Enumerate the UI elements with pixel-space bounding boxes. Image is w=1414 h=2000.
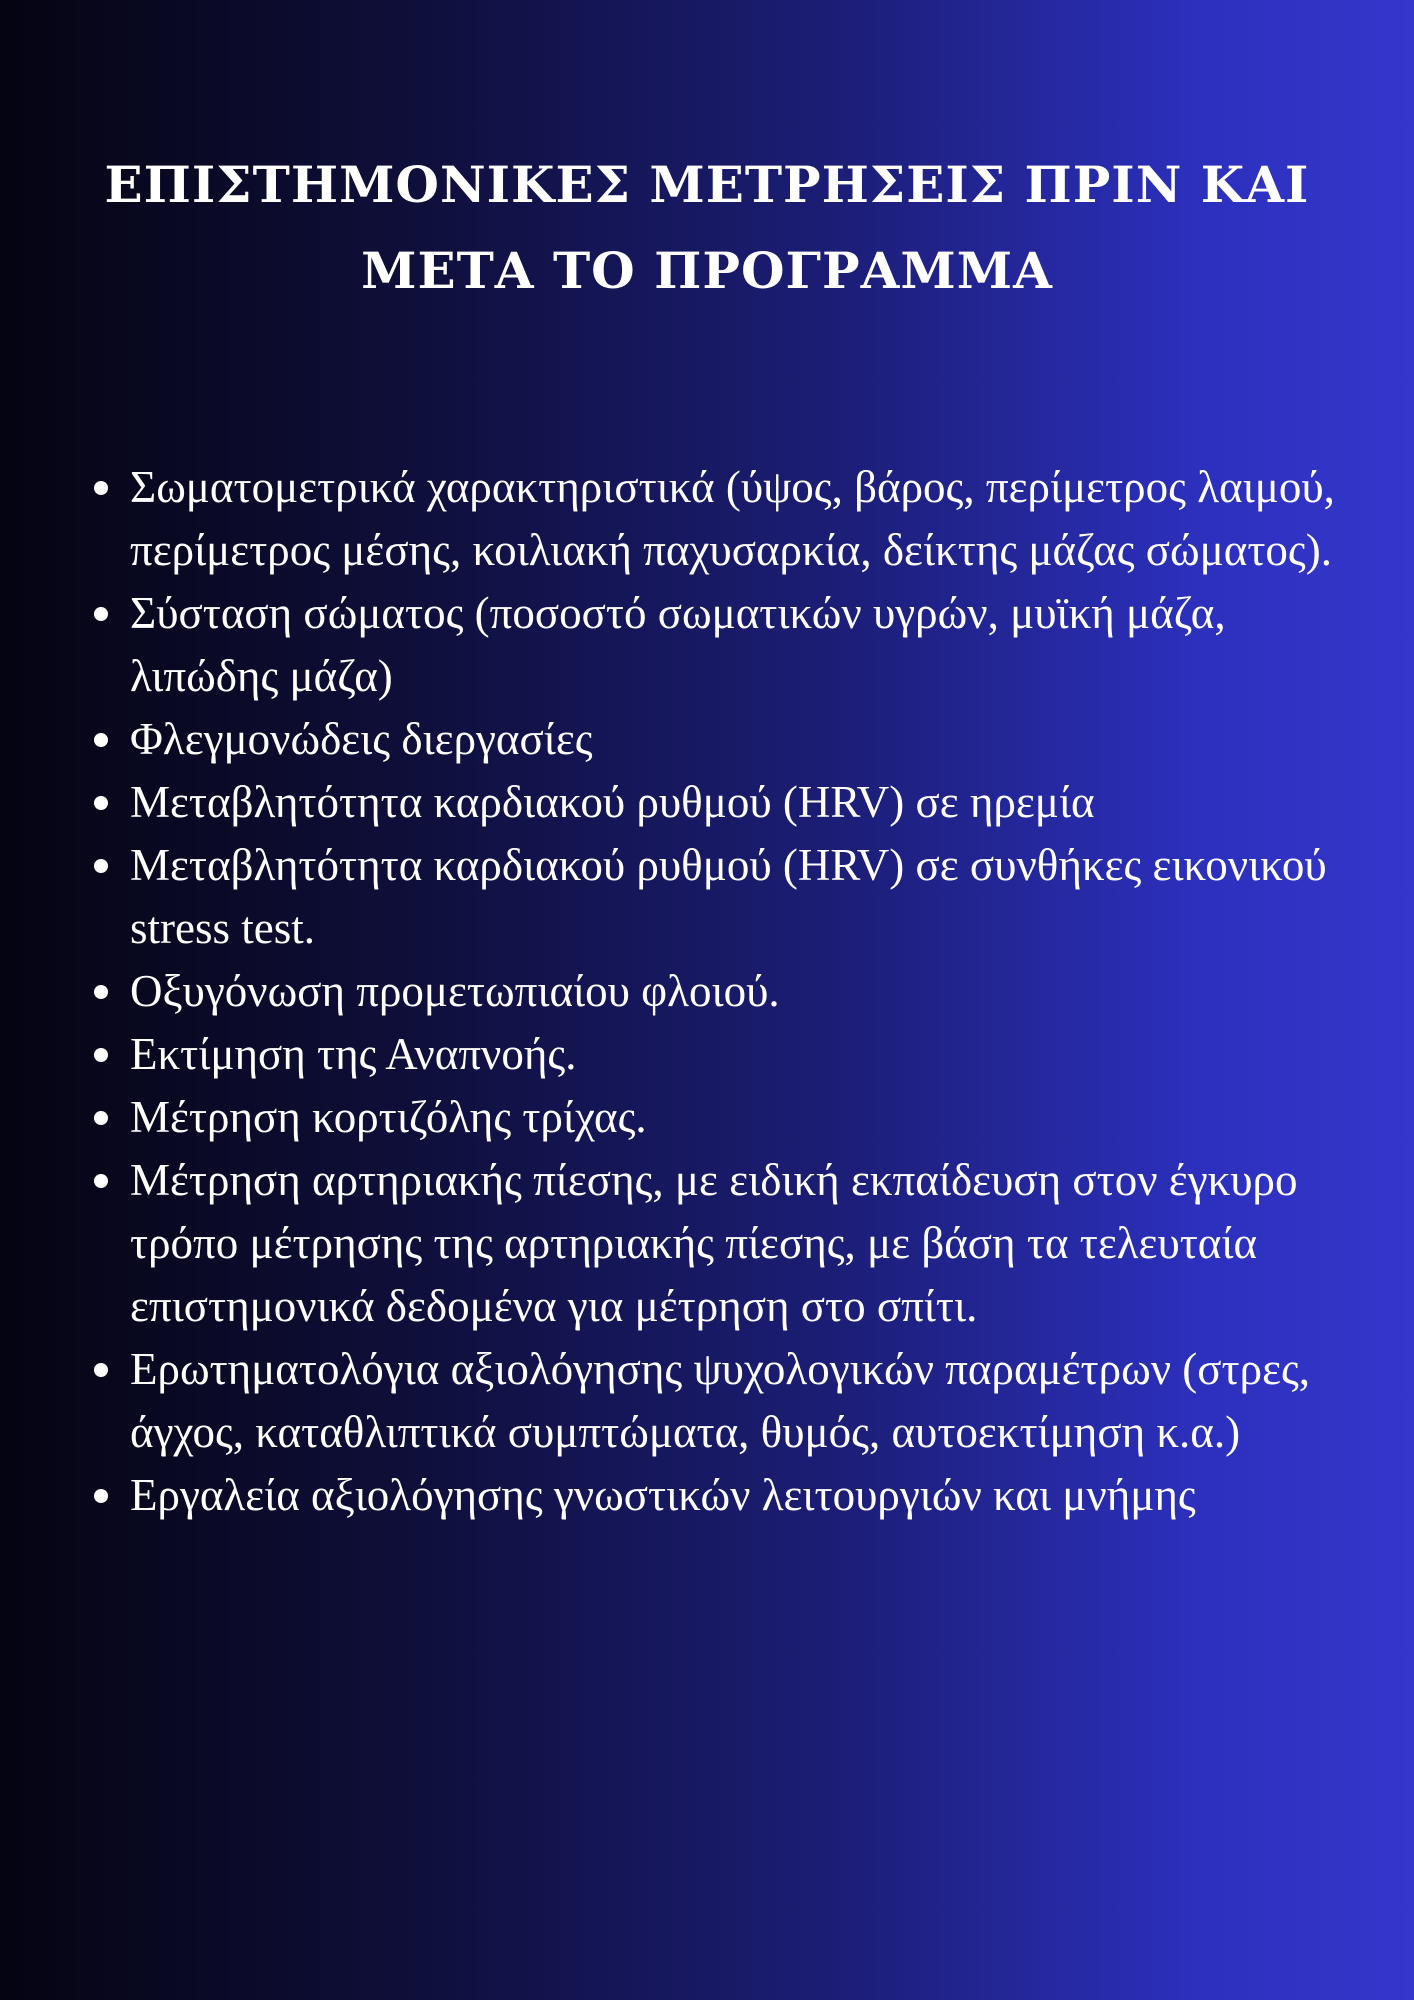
bullet-icon (94, 1363, 108, 1377)
list-item (0, 771, 1414, 834)
list-item (0, 708, 1414, 771)
bullet-icon (94, 1111, 108, 1125)
list-item-text: Φλεγμονώδεις διεργασίες (130, 714, 593, 764)
bullet-icon (94, 1048, 108, 1062)
list-item-text: Σύσταση σώματος (ποσοστό σωματικών υγρών, μυϊκή μάζα, λιπώδης μάζα) (130, 588, 1226, 701)
bullet-icon (94, 733, 108, 747)
title-line-1: ΕΠΙΣΤΗΜΟΝΙΚΕΣ ΜΕΤΡΗΣΕΙΣ ΠΡΙΝ ΚΑΙ (104, 155, 1310, 214)
list-item-text: Οξυγόνωση προμετωπιαίου φλοιού. (130, 966, 780, 1016)
list-item-text: Εργαλεία αξιολόγησης γνωστικών λειτουργιών και μνήμης (130, 1470, 1196, 1520)
bullet-icon (94, 607, 108, 621)
measurements-list (0, 456, 1414, 1527)
page-title (0, 142, 1414, 314)
list-item-text: Μέτρηση αρτηριακής πίεσης, με ειδική εκπαίδευση στον έγκυρο τρόπο μέτρησης της αρτηριακής πίεσης, με βάση τα τελευταία επιστημονικά δεδομένα για μέτρηση στο σπίτι. (130, 1155, 1298, 1331)
bullet-icon (94, 1489, 108, 1503)
title-line-2: ΜΕΤΑ ΤΟ ΠΡΟΓΡΑΜΜΑ (361, 241, 1053, 300)
list-item (0, 1149, 1414, 1338)
list-item (0, 1023, 1414, 1086)
list-item-text: Εκτίμηση της Αναπνοής. (130, 1029, 577, 1079)
bullet-icon (94, 1174, 108, 1188)
list-item-text: Μεταβλητότητα καρδιακού ρυθμού (HRV) σε συνθήκες εικονικού stress test. (130, 840, 1327, 953)
bullet-icon (94, 481, 108, 495)
list-item (0, 834, 1414, 960)
list-item (0, 1338, 1414, 1464)
list-item (0, 1464, 1414, 1527)
list-item (0, 1086, 1414, 1149)
list-item-text: Σωματομετρικά χαρακτηριστικά (ύψος, βάρος, περίμετρος λαιμού, περίμετρος μέσης, κοιλιακή παχυσαρκία, δείκτης μάζας σώματος). (130, 462, 1335, 575)
list-item-text: Μεταβλητότητα καρδιακού ρυθμού (HRV) σε ηρεμία (130, 777, 1095, 827)
list-item (0, 582, 1414, 708)
list-item-text: Ερωτηματολόγια αξιολόγησης ψυχολογικών παραμέτρων (στρες, άγχος, καταθλιπτικά συμπτώματα, θυμός, αυτοεκτίμηση κ.α.) (130, 1344, 1311, 1457)
list-item (0, 456, 1414, 582)
list-item (0, 960, 1414, 1023)
bullet-icon (94, 859, 108, 873)
list-item-text: Μέτρηση κορτιζόλης τρίχας. (130, 1092, 647, 1142)
bullet-icon (94, 796, 108, 810)
bullet-icon (94, 985, 108, 999)
